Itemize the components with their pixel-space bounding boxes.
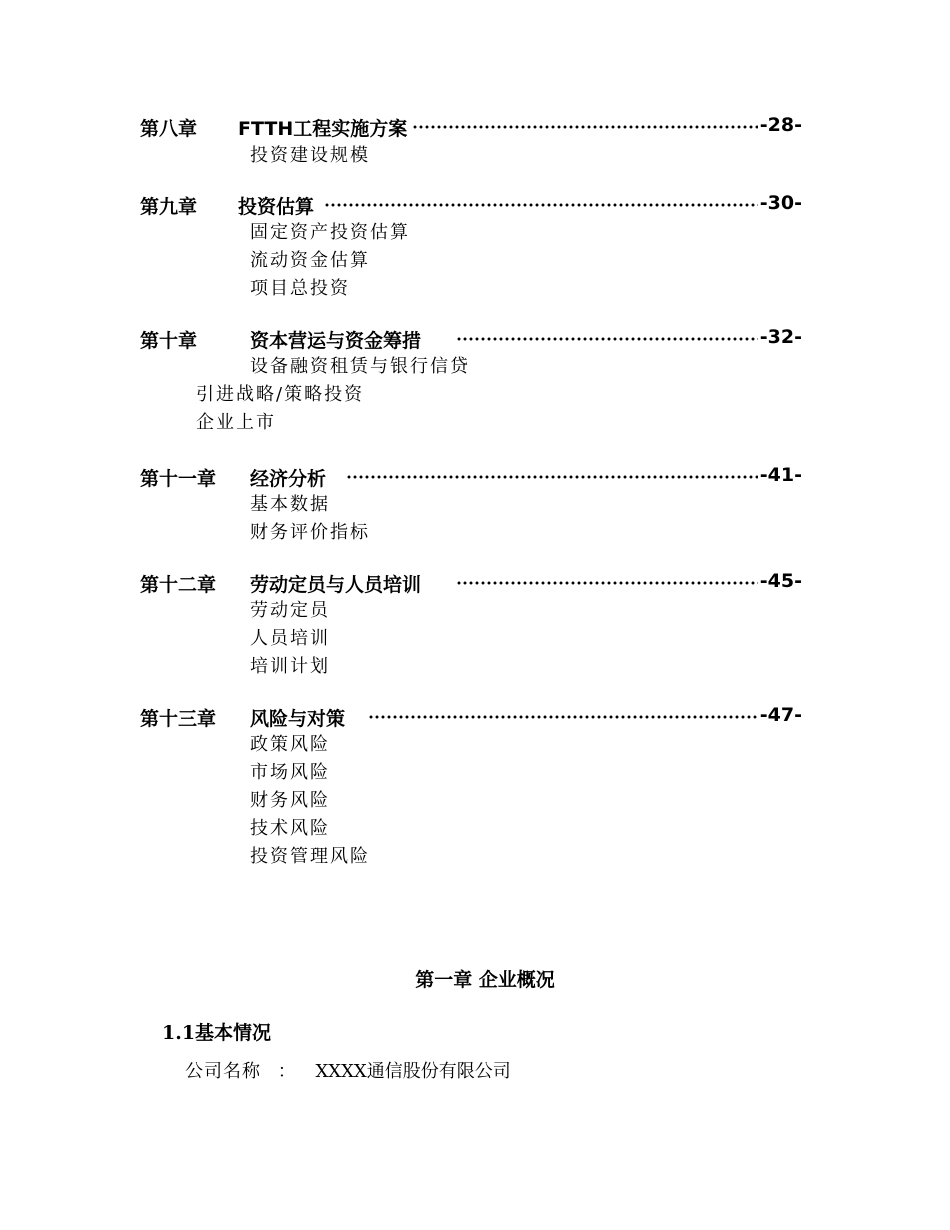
- toc-entry-chapter-9[interactable]: [140, 192, 802, 220]
- toc-subitem[interactable]: 投资建设规模: [250, 145, 370, 166]
- chapter-title: 劳动定员与人员培训: [250, 570, 423, 597]
- toc-subitem[interactable]: 企业上市: [196, 412, 276, 433]
- toc-subitem[interactable]: 财务风险: [250, 790, 330, 811]
- page-number: -28-: [759, 114, 802, 136]
- leader-dots: [324, 203, 758, 207]
- toc-entry-chapter-11[interactable]: [140, 464, 802, 492]
- toc-subitem[interactable]: 引进战略/策略投资: [196, 384, 365, 405]
- toc-subitem[interactable]: 政策风险: [250, 734, 330, 755]
- company-name-value: XXXX通信股份有限公司: [315, 1061, 511, 1082]
- page-number: -30-: [759, 192, 802, 214]
- leader-dots: [412, 125, 758, 129]
- toc-subitem[interactable]: 技术风险: [250, 818, 330, 839]
- chapter-title: 风险与对策: [250, 704, 347, 731]
- chapter-title: 资本营运与资金筹措: [250, 326, 423, 353]
- chapter-title: FTTH工程实施方案: [238, 114, 409, 141]
- chapter-number: 第八章: [140, 118, 198, 140]
- toc-subitem[interactable]: 投资管理风险: [250, 846, 370, 867]
- chapter-heading: 第一章 企业概况: [415, 969, 555, 991]
- toc-subitem[interactable]: 培训计划: [250, 656, 330, 677]
- toc-subitem[interactable]: 劳动定员: [250, 600, 330, 621]
- toc-entry-chapter-12[interactable]: [140, 570, 802, 598]
- chapter-number: 第九章: [140, 196, 198, 218]
- chapter-title: 经济分析: [250, 464, 328, 491]
- leader-dots: [456, 581, 758, 585]
- page-number: -41-: [759, 464, 802, 486]
- section-heading: 1.1基本情况: [162, 1022, 272, 1044]
- toc-subitem[interactable]: 流动资金估算: [250, 250, 370, 271]
- company-name-line: [185, 1057, 511, 1083]
- leader-dots: [368, 715, 758, 719]
- company-name-label: 公司名称: [185, 1061, 261, 1082]
- chapter-number: 第十章: [140, 330, 198, 352]
- chapter-number: 第十一章: [140, 468, 217, 490]
- leader-dots: [456, 337, 758, 341]
- page-number: -45-: [759, 570, 802, 592]
- toc-subitem[interactable]: 人员培训: [250, 628, 330, 649]
- toc-subitem[interactable]: 设备融资租赁与银行信贷: [250, 356, 470, 377]
- toc-subitem[interactable]: 项目总投资: [250, 278, 350, 299]
- page-number: -47-: [759, 704, 802, 726]
- toc-subitem[interactable]: 市场风险: [250, 762, 330, 783]
- chapter-number: 第十二章: [140, 574, 217, 596]
- chapter-number: 第十三章: [140, 708, 217, 730]
- toc-entry-chapter-13[interactable]: [140, 704, 802, 732]
- page-number: -32-: [759, 326, 802, 348]
- toc-entry-chapter-10[interactable]: [140, 326, 802, 354]
- toc-subitem[interactable]: 固定资产投资估算: [250, 222, 410, 243]
- separator: ：: [277, 1061, 297, 1082]
- toc-entry-chapter-8[interactable]: [140, 114, 802, 142]
- leader-dots: [346, 475, 758, 479]
- toc-subitem[interactable]: 基本数据: [250, 494, 330, 515]
- chapter-title: 投资估算: [238, 192, 316, 219]
- toc-subitem[interactable]: 财务评价指标: [250, 522, 370, 543]
